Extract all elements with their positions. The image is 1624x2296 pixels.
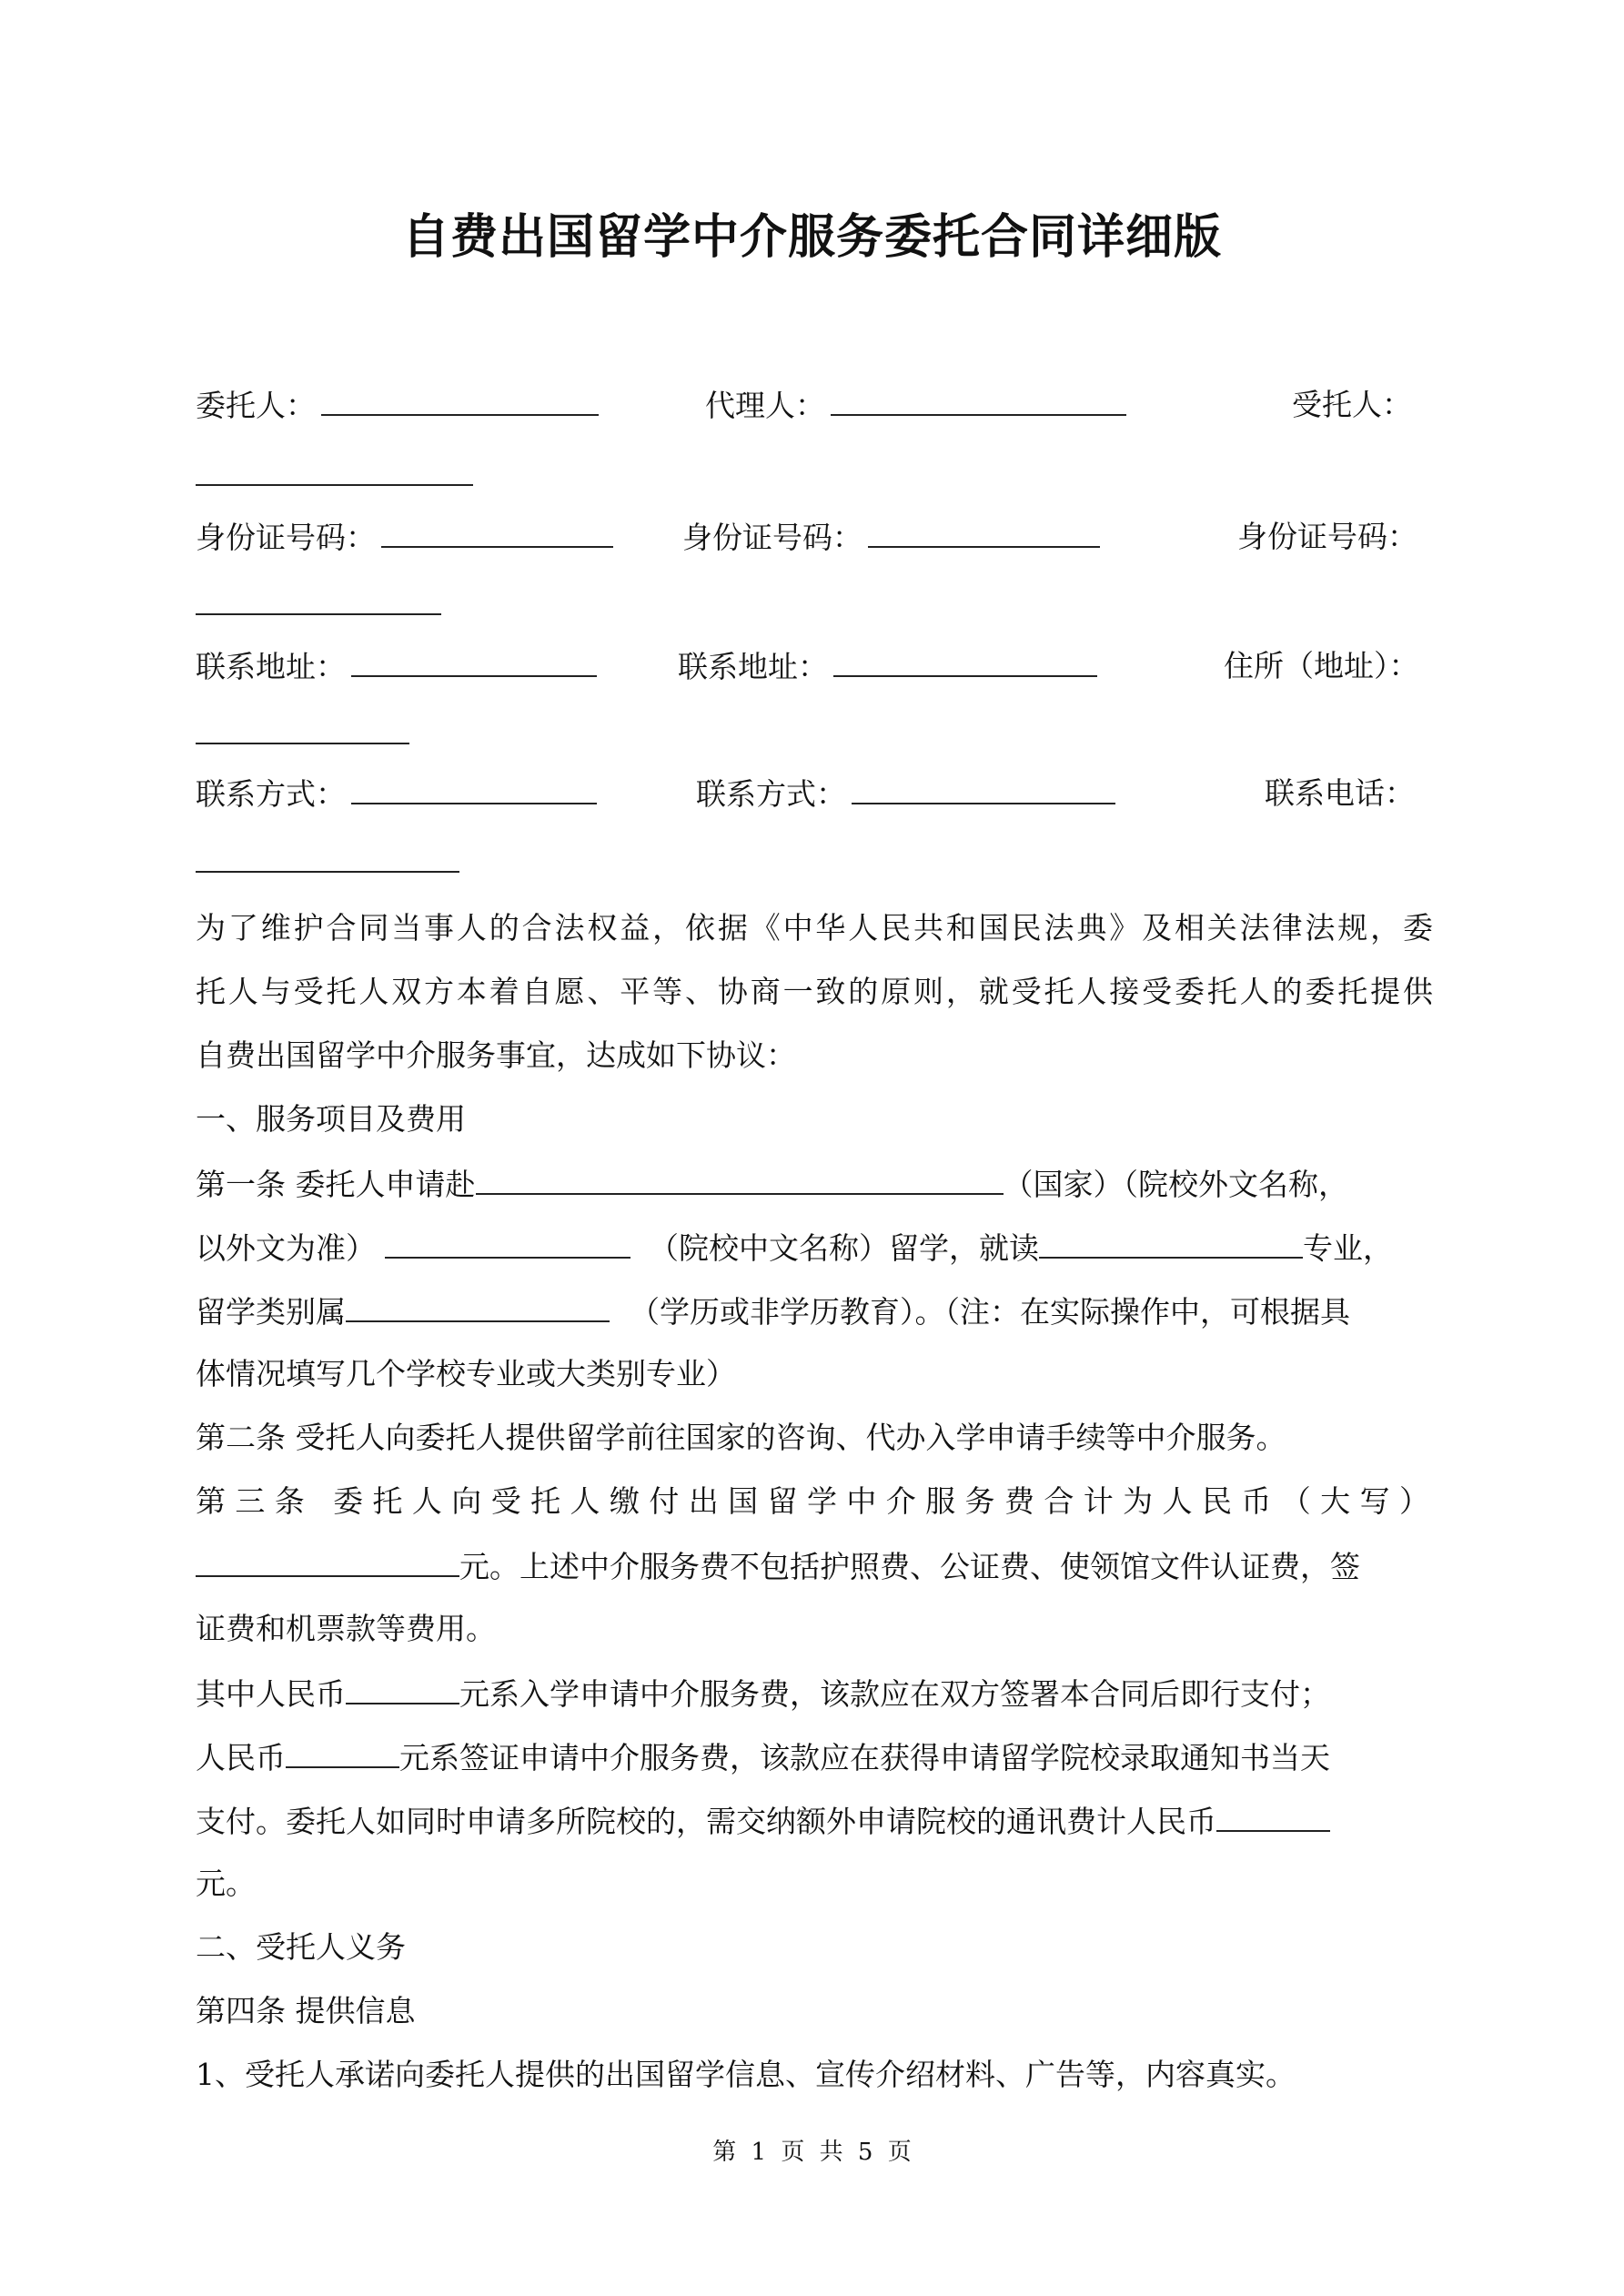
article-3-line-1: 第三条 委托人向受托人缴付出国留学中介服务费合计为人民币（大写） bbox=[196, 1483, 1433, 1519]
agent-address-field[interactable] bbox=[678, 639, 1097, 694]
client-id-field[interactable] bbox=[196, 510, 613, 565]
country-blank[interactable] bbox=[476, 1151, 1004, 1195]
article-3-line-2 bbox=[196, 1533, 1433, 1597]
preamble-line-1: 为了维护合同当事人的合法权益，依据《中华人民共和国民法典》及相关法律法规，委 bbox=[196, 910, 1433, 946]
agent-name-field[interactable] bbox=[705, 378, 1126, 433]
client-id-blank[interactable] bbox=[381, 510, 613, 548]
fees-line-3 bbox=[196, 1788, 1433, 1852]
article-1-text-b: （国家）（院校外文名称， bbox=[1003, 1167, 1348, 1202]
client-address-label: 联系地址： bbox=[196, 649, 346, 684]
application-fee-blank[interactable] bbox=[346, 1661, 459, 1704]
trustee-id-field[interactable] bbox=[1237, 510, 1417, 564]
article-3-line-3: 证费和机票款等费用。 bbox=[196, 1611, 496, 1646]
article-1-text-f: 留学类别属 bbox=[196, 1294, 346, 1330]
fees-line-2 bbox=[196, 1725, 1433, 1788]
page-number: 第 1 页 共 5 页 bbox=[712, 2139, 912, 2166]
client-address-field[interactable] bbox=[196, 639, 597, 694]
client-contact-blank[interactable] bbox=[351, 766, 597, 804]
fees-text-a: 其中人民币 bbox=[196, 1676, 346, 1712]
trustee-phone-blank[interactable] bbox=[196, 869, 459, 873]
article-2: 第二条 受托人向委托人提供留学前往国家的咨询、代办入学申请手续等中介服务。 bbox=[196, 1420, 1286, 1455]
agent-contact-label: 联系方式： bbox=[696, 776, 846, 812]
fees-line-4: 元。 bbox=[196, 1866, 256, 1901]
article-1-text-g: （学历或非学历教育）。（注：在实际操作中，可根据具 bbox=[630, 1294, 1350, 1330]
fees-text-c: 人民币 bbox=[196, 1740, 286, 1775]
trustee-phone-field[interactable] bbox=[1265, 766, 1415, 821]
party-row-names bbox=[196, 378, 1433, 432]
visa-fee-blank[interactable] bbox=[286, 1725, 399, 1768]
agent-label: 代理人： bbox=[705, 388, 825, 423]
party-row-contact bbox=[196, 766, 1433, 821]
client-name-blank[interactable] bbox=[321, 378, 599, 416]
article-1-line-1 bbox=[196, 1151, 1433, 1215]
fees-text-b: 元系入学申请中介服务费，该款应在双方签署本合同后即行支付； bbox=[459, 1676, 1330, 1712]
article-1-text-a: 第一条 委托人申请赴 bbox=[196, 1167, 476, 1202]
trustee-phone-label: 联系电话： bbox=[1265, 775, 1415, 811]
fees-text-d: 元系签证申请中介服务费，该款应在获得申请留学院校录取通知书当天 bbox=[399, 1740, 1330, 1775]
school-foreign-name-blank[interactable] bbox=[385, 1215, 630, 1259]
total-fee-blank[interactable] bbox=[196, 1533, 459, 1577]
article-1-text-c: 以外文为准） bbox=[196, 1230, 376, 1266]
trustee-address-label: 住所（地址）： bbox=[1224, 648, 1419, 683]
agent-id-field[interactable] bbox=[682, 510, 1100, 565]
communication-fee-blank[interactable] bbox=[1216, 1788, 1330, 1832]
article-1-text-e: 专业， bbox=[1303, 1230, 1393, 1266]
preamble-line-2: 托人与受托人双方本着自愿、平等、协商一致的原则，就受托人接受委托人的委托提供 bbox=[196, 974, 1433, 1009]
fees-text-e: 支付。委托人如同时申请多所院校的，需交纳额外申请院校的通讯费计人民币 bbox=[196, 1804, 1216, 1839]
agent-id-blank[interactable] bbox=[868, 510, 1100, 548]
client-contact-field[interactable] bbox=[196, 766, 597, 822]
trustee-address-field[interactable] bbox=[1224, 639, 1419, 693]
trustee-id-blank[interactable] bbox=[196, 612, 441, 615]
client-name-field[interactable] bbox=[196, 378, 599, 433]
trustee-name-field[interactable] bbox=[1292, 378, 1412, 432]
study-category-blank[interactable] bbox=[346, 1279, 610, 1322]
trustee-name-blank[interactable] bbox=[196, 482, 473, 486]
agent-address-label: 联系地址： bbox=[678, 649, 828, 684]
major-blank[interactable] bbox=[1039, 1215, 1303, 1259]
preamble-line-3: 自费出国留学中介服务事宜，达成如下协议： bbox=[196, 1037, 796, 1073]
client-label: 委托人： bbox=[196, 388, 316, 423]
trustee-id-label: 身份证号码： bbox=[1237, 519, 1417, 554]
article-3-text: 元。上述中介服务费不包括护照费、公证费、使领馆文件认证费，签 bbox=[459, 1549, 1360, 1584]
agent-id-label: 身份证号码： bbox=[682, 520, 862, 555]
fees-line-1 bbox=[196, 1661, 1433, 1725]
article-1-line-3 bbox=[196, 1279, 1433, 1342]
agent-name-blank[interactable] bbox=[831, 378, 1126, 416]
agent-contact-blank[interactable] bbox=[852, 766, 1115, 804]
article-4-item-1: 1、受托人承诺向委托人提供的出国留学信息、宣传介绍材料、广告等，内容真实。 bbox=[196, 2057, 1296, 2092]
party-row-address bbox=[196, 639, 1433, 693]
agent-address-blank[interactable] bbox=[833, 639, 1097, 677]
client-address-blank[interactable] bbox=[351, 639, 597, 677]
client-id-label: 身份证号码： bbox=[196, 520, 376, 555]
article-1-line-2 bbox=[196, 1215, 1433, 1279]
article-1-line-4: 体情况填写几个学校专业或大类别专业） bbox=[196, 1356, 736, 1391]
party-row-id bbox=[196, 510, 1433, 564]
article-1-text-d: （院校中文名称）留学，就读 bbox=[649, 1230, 1039, 1266]
trustee-address-blank[interactable] bbox=[196, 741, 409, 744]
agent-contact-field[interactable] bbox=[696, 766, 1115, 822]
trustee-label: 受托人： bbox=[1292, 387, 1412, 422]
article-4-heading: 第四条 提供信息 bbox=[196, 1993, 416, 2028]
section-2-heading: 二、受托人义务 bbox=[196, 1929, 406, 1965]
document-title: 自费出国留学中介服务委托合同详细版 bbox=[401, 210, 1222, 265]
section-1-heading: 一、服务项目及费用 bbox=[196, 1101, 466, 1137]
client-contact-label: 联系方式： bbox=[196, 776, 346, 812]
